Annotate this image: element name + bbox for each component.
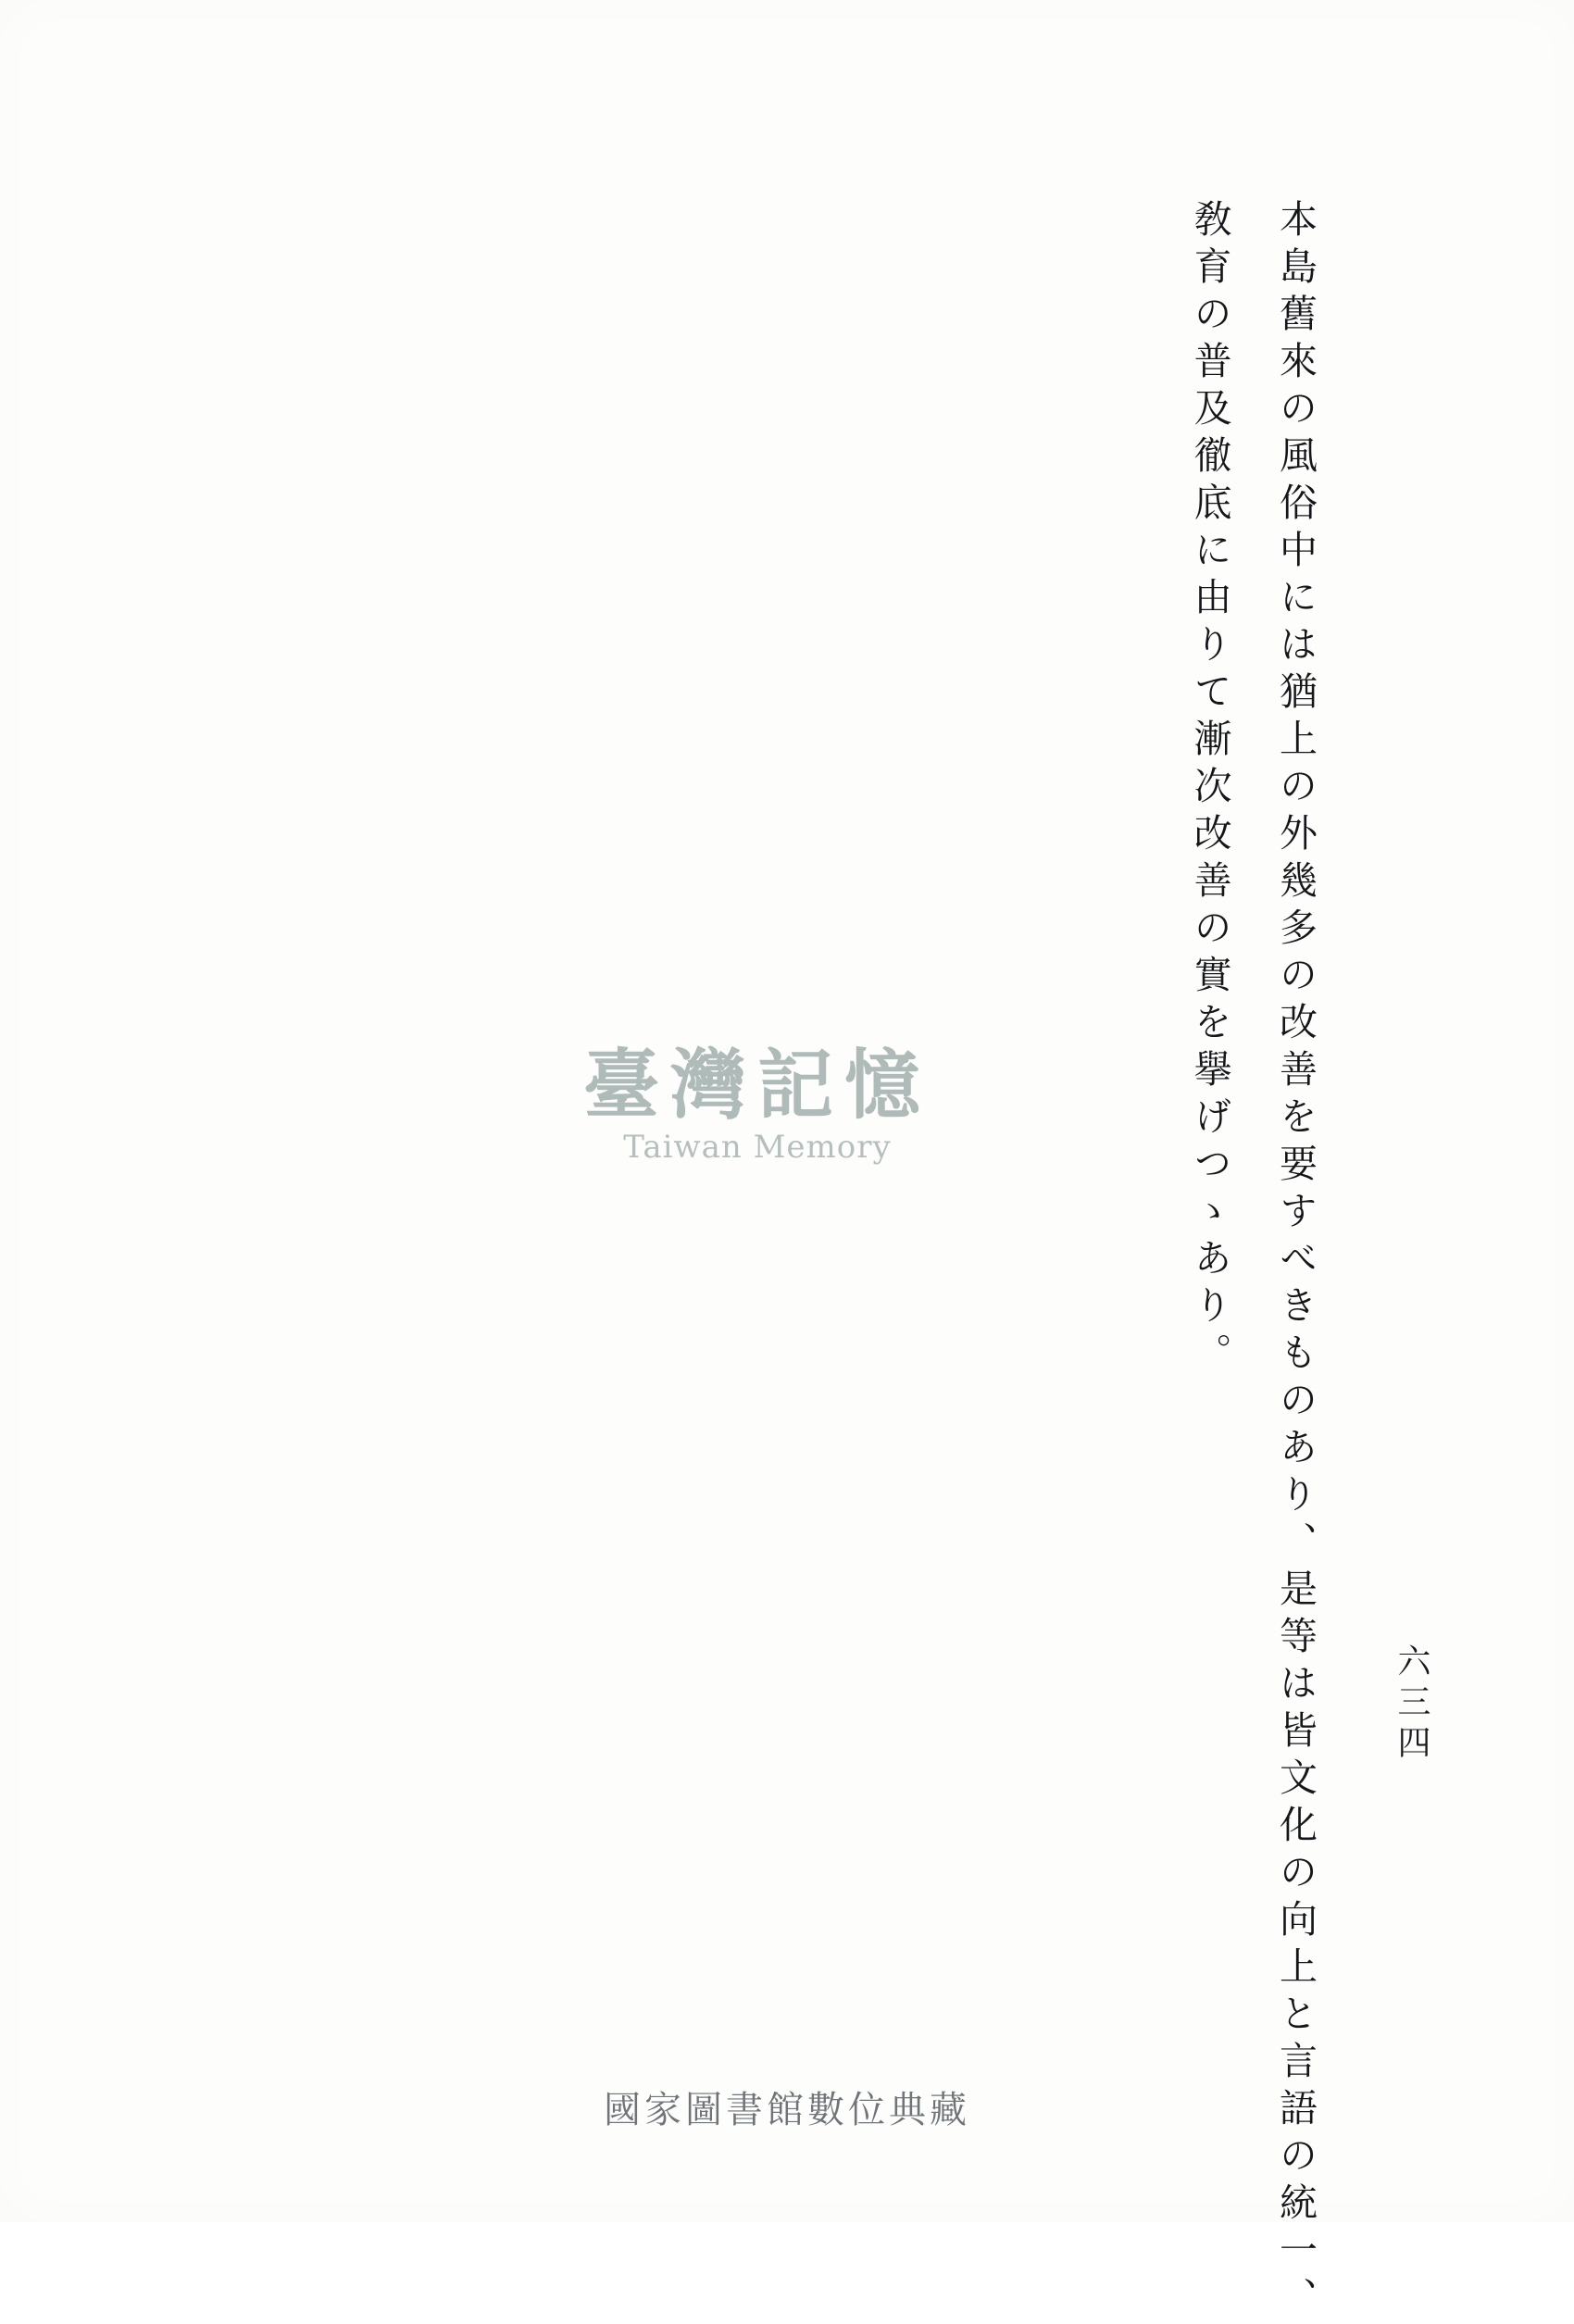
vertical-text-block xyxy=(1179,199,1326,2324)
footer-credit: 國家圖書館數位典藏 xyxy=(604,2089,970,2131)
watermark xyxy=(582,1041,932,1166)
body-line-2: 敎育の普及徹底に由りて漸次改善の實を擧げつゝあり。 xyxy=(1187,199,1232,1380)
page-number: 六三四 xyxy=(1393,1643,1430,1766)
watermark-english-text: Taiwan Memory xyxy=(623,1129,892,1166)
body-line-1: 本島舊來の風俗中には猶上の外幾多の改善を要すべきものあり、是等は皆文化の向上と言語の統一、 xyxy=(1273,199,1318,2324)
watermark-chinese-text: 臺灣記憶 xyxy=(582,1041,932,1130)
